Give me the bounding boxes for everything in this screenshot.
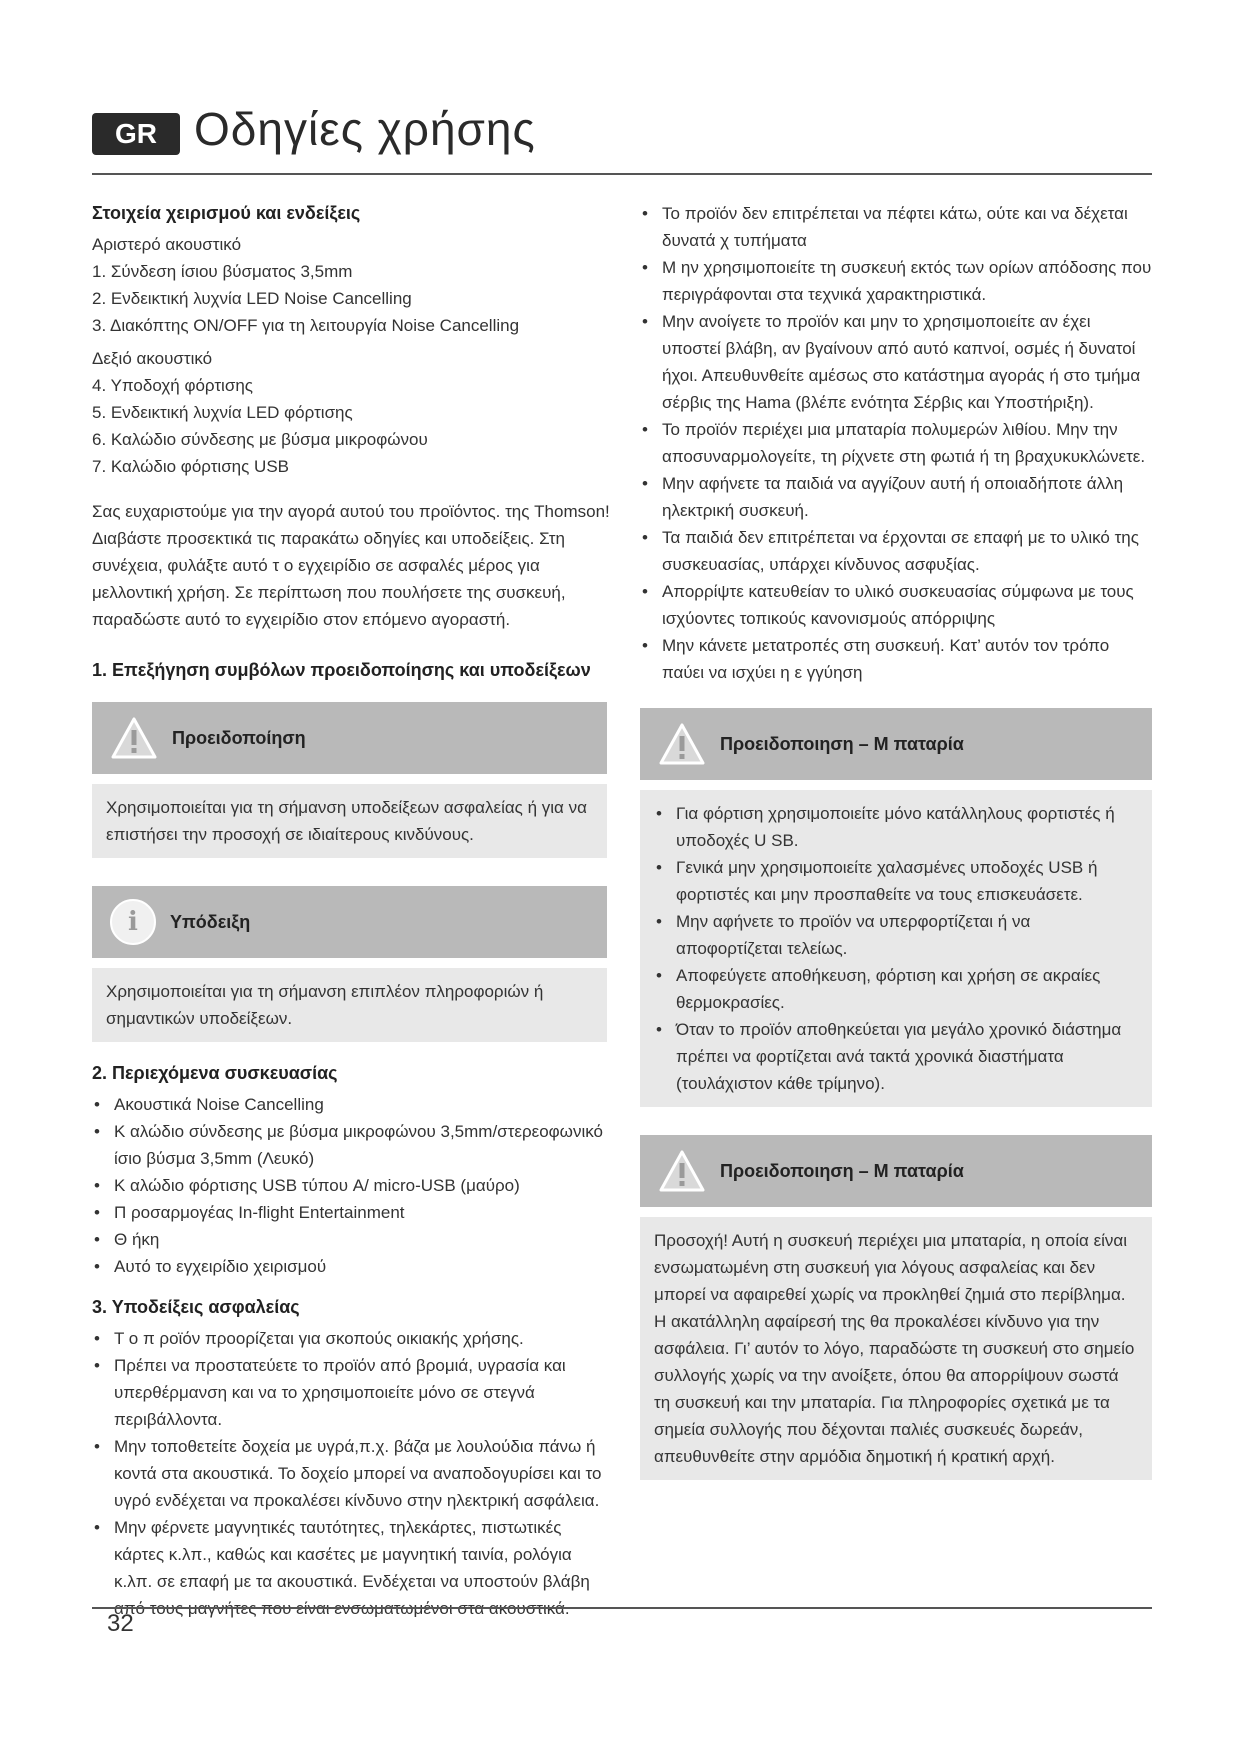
list-item: • Το προϊόν δεν επιτρέπεται να πέφτει κάτω, ούτε και να δέχεται δυνατά χ τυπήματα: [640, 200, 1152, 254]
list-item: • Κ αλώδιο φόρτισης USB τύπου A/ micro-USB (μαύρο): [92, 1172, 612, 1199]
safety-list-left: [92, 1325, 612, 1622]
warning-box-label: Προειδοποίηση: [172, 727, 306, 748]
list-item: • Αυτό το εγχειρίδιο χειρισμού: [92, 1253, 612, 1280]
battery-disposal-label: Προειδοποιηση – Μ παταρία: [720, 1160, 964, 1181]
list-item: • Μην κάνετε μετατροπές στη συσκευή. Κατ’ αυτόν τον τρόπο παύει να ισχύει η ε γγύηση: [640, 632, 1152, 686]
battery-warning-box: [640, 708, 1152, 1107]
list-item: 4. Υποδοχή φόρτισης: [92, 376, 253, 395]
warning-triangle-icon: [658, 722, 706, 766]
list-item: • Μην ανοίγετε το προϊόν και μην το χρησιμοποιείτε αν έχει υποστεί βλάβη, αν βγαίνουν από αυτό καπνοί, οσμές ή δυνατοί ήχοι. Απευθυνθείτε αμέσως στο κατάστημα αγοράς ή στο τμήμα σέρβις της Hama (βλέπε ενότητα Σέρβις και Υποστήριξη).: [640, 308, 1152, 416]
list-item: • Ακουστικά Noise Cancelling: [92, 1091, 612, 1118]
right-ear-label: Δεξιό ακουστικό: [92, 349, 213, 368]
page-title: Οδηγίες χρήσης: [194, 103, 536, 155]
list-item: • Αποφεύγετε αποθήκευση, φόρτιση και χρήση σε ακραίες θερμοκρασίες.: [654, 962, 1138, 1016]
battery-disposal-box: [640, 1135, 1152, 1480]
warning-box-text: Χρησιμοποιείται για τη σήμανση υποδείξεων ασφαλείας ή για να επιστήσει την προσοχή σε ιδιαίτερους κινδύνους.: [92, 784, 607, 858]
list-item: 6. Καλώδιο σύνδεσης με βύσμα μικροφώνου: [92, 430, 428, 449]
list-item: • Τα παιδιά δεν επιτρέπεται να έρχονται σε επαφή με το υλικό της συσκευασίας, υπάρχει κίνδυνος ασφυξίας.: [640, 524, 1152, 578]
list-item: • Για φόρτιση χρησιμοποιείτε μόνο κατάλληλους φορτιστές ή υποδοχές U SB.: [654, 800, 1138, 854]
battery-warning-header: [640, 708, 1152, 780]
safety-list-right: [640, 200, 1152, 686]
controls-heading: Στοιχεία χειρισμού και ενδείξεις: [92, 203, 361, 223]
page-number: 32: [107, 1610, 134, 1637]
list-item: 2. Ενδεικτική λυχνία LED Noise Cancelling: [92, 289, 412, 308]
battery-list: [654, 800, 1138, 1097]
list-item: • Πρέπει να προστατεύετε το προϊόν από βρομιά, υγρασία και υπερθέρμανση και να το χρησιμοποιείτε μόνο σε στεγνά περιβάλλοντα.: [92, 1352, 612, 1433]
warning-triangle-icon: [110, 716, 158, 760]
battery-warning-label: Προειδοποιηση – Μ παταρία: [720, 733, 964, 754]
battery-disposal-text: Προσοχή! Αυτή η συσκευή περιέχει μια μπαταρία, η οποία είναι ενσωματωμένη στη συσκευή για λόγους ασφαλείας και δεν μπορεί να αφαιρεθεί χωρίς να προκληθεί ζημιά στο περίβλημα. Η ακατάλληλη αφαίρεσή της θα προκαλέσει κίνδυνο για την ασφάλεια. Γι’ αυτόν το λόγο, παραδώστε τη συσκευή στο σημείο συλλογής χωρίς να την ανοίξετε, όπου θα απορρίψουν σωστά τη συσκευή και την μπαταρία. Για πληροφορίες σχετικά με τα σημεία συλλογής που δέχονται παλιές συσκευές δωρεάν, απευθυνθείτε στην αρμόδια δημοτική ή κρατική αρχή.: [640, 1217, 1152, 1480]
note-box-header: [92, 886, 607, 958]
right-ear-list: [92, 372, 612, 480]
left-ear-label: Αριστερό ακουστικό: [92, 235, 242, 254]
note-box-label: Υπόδειξη: [170, 911, 251, 932]
list-item: 5. Ενδεικτική λυχνία LED φόρτισης: [92, 403, 353, 422]
section1-heading: 1. Επεξήγηση συμβόλων προειδοποίησης και υποδείξεων: [92, 660, 591, 680]
battery-disposal-header: [640, 1135, 1152, 1207]
section2-heading: 2. Περιεχόμενα συσκευασίας: [92, 1063, 338, 1083]
info-icon: i: [110, 899, 156, 945]
package-contents-list: [92, 1091, 612, 1280]
note-box-text: Χρησιμοποιείται για τη σήμανση επιπλέον πληροφοριών ή σημαντικών υποδείξεων.: [92, 968, 607, 1042]
list-item: • Το προϊόν περιέχει μια μπαταρία πολυμερών λιθίου. Μην την αποσυναρμολογείτε, τη ρίχνετε στη φωτιά ή τη βραχυκυκλώνετε.: [640, 416, 1152, 470]
list-item: • Π ροσαρμογέας In-flight Entertainment: [92, 1199, 612, 1226]
list-item: • Απορρίψτε κατευθείαν το υλικό συσκευασίας σύμφωνα με τους ισχύοντες τοπικούς κανονισμούς απόρριψης: [640, 578, 1152, 632]
section3-heading: 3. Υποδείξεις ασφαλείας: [92, 1297, 300, 1317]
list-item: • Γενικά μην χρησιμοποιείτε χαλασμένες υποδοχές USB ή φορτιστές και μην προσπαθείτε να τους επισκευάσετε.: [654, 854, 1138, 908]
left-ear-list: [92, 258, 612, 339]
header-divider: [92, 173, 1152, 175]
list-item: • Μ ην χρησιμοποιείτε τη συσκευή εκτός των ορίων απόδοσης που περιγράφονται στα τεχνικά χαρακτηριστικά.: [640, 254, 1152, 308]
battery-warning-body: [640, 790, 1152, 1107]
left-column: [92, 200, 612, 1622]
list-item: • Μην αφήνετε τα παιδιά να αγγίζουν αυτή ή οποιαδήποτε άλλη ηλεκτρική συσκευή.: [640, 470, 1152, 524]
right-column: [640, 200, 1152, 1480]
warning-triangle-icon: [658, 1149, 706, 1193]
list-item: • Τ ο π ροϊόν προορίζεται για σκοπούς οικιακής χρήσης.: [92, 1325, 612, 1352]
note-box: [92, 886, 607, 1042]
list-item: • Θ ήκη: [92, 1226, 612, 1253]
list-item: • Όταν το προϊόν αποθηκεύεται για μεγάλο χρονικό διάστημα πρέπει να φορτίζεται ανά τακτά χρονικά διαστήματα (τουλάχιστον κάθε τρίμηνο).: [654, 1016, 1138, 1097]
warning-box: [92, 702, 607, 858]
page-header: [92, 103, 1152, 178]
footer-divider: [92, 1607, 1152, 1609]
warning-box-header: [92, 702, 607, 774]
list-item: 1. Σύνδεση ίσιου βύσματος 3,5mm: [92, 262, 353, 281]
list-item: • Μην αφήνετε το προϊόν να υπερφορτίζεται ή να αποφορτίζεται τελείως.: [654, 908, 1138, 962]
list-item: • Κ αλώδιο σύνδεσης με βύσμα μικροφώνου 3,5mm/στερεοφωνικό ίσιο βύσμα 3,5mm (Λευκό): [92, 1118, 612, 1172]
language-badge: GR: [92, 113, 180, 155]
intro-paragraph: Σας ευχαριστούμε για την αγορά αυτού του προϊόντος. της Thomson! Διαβάστε προσεκτικά τις παρακάτω οδηγίες και υποδείξεις. Στη συνέχεια, φυλάξτε αυτό τ ο εγχειρίδιο σε ασφαλές μέρος για μελλοντική χρήση. Σε περίπτωση που πουλήσετε της συσκευή, παραδώστε αυτό το εγχειρίδιο στον επόμενο αγοραστή.: [92, 502, 610, 629]
list-item: 3. Διακόπτης ON/OFF για τη λειτουργία Noise Cancelling: [92, 316, 520, 335]
list-item: 7. Καλώδιο φόρτισης USB: [92, 457, 290, 476]
list-item: • Μην φέρνετε μαγνητικές ταυτότητες, τηλεκάρτες, πιστωτικές κάρτες κ.λπ., καθώς και κασέτες με μαγνητική ταινία, ρολόγια κ.λπ. σε επαφή με τα ακουστικά. Ενδέχεται να υποστούν βλάβη: [92, 1514, 612, 1622]
list-item: • Μην τοποθετείτε δοχεία με υγρά,π.χ. βάζα με λουλούδια πάνω ή κοντά στα ακουστικά. Το δοχείο μπορεί να αναποδογυρίσει και το υγρό ενδέχεται να προκαλέσει κίνδυνο στην ηλεκτρική ασφάλεια.: [92, 1433, 612, 1514]
